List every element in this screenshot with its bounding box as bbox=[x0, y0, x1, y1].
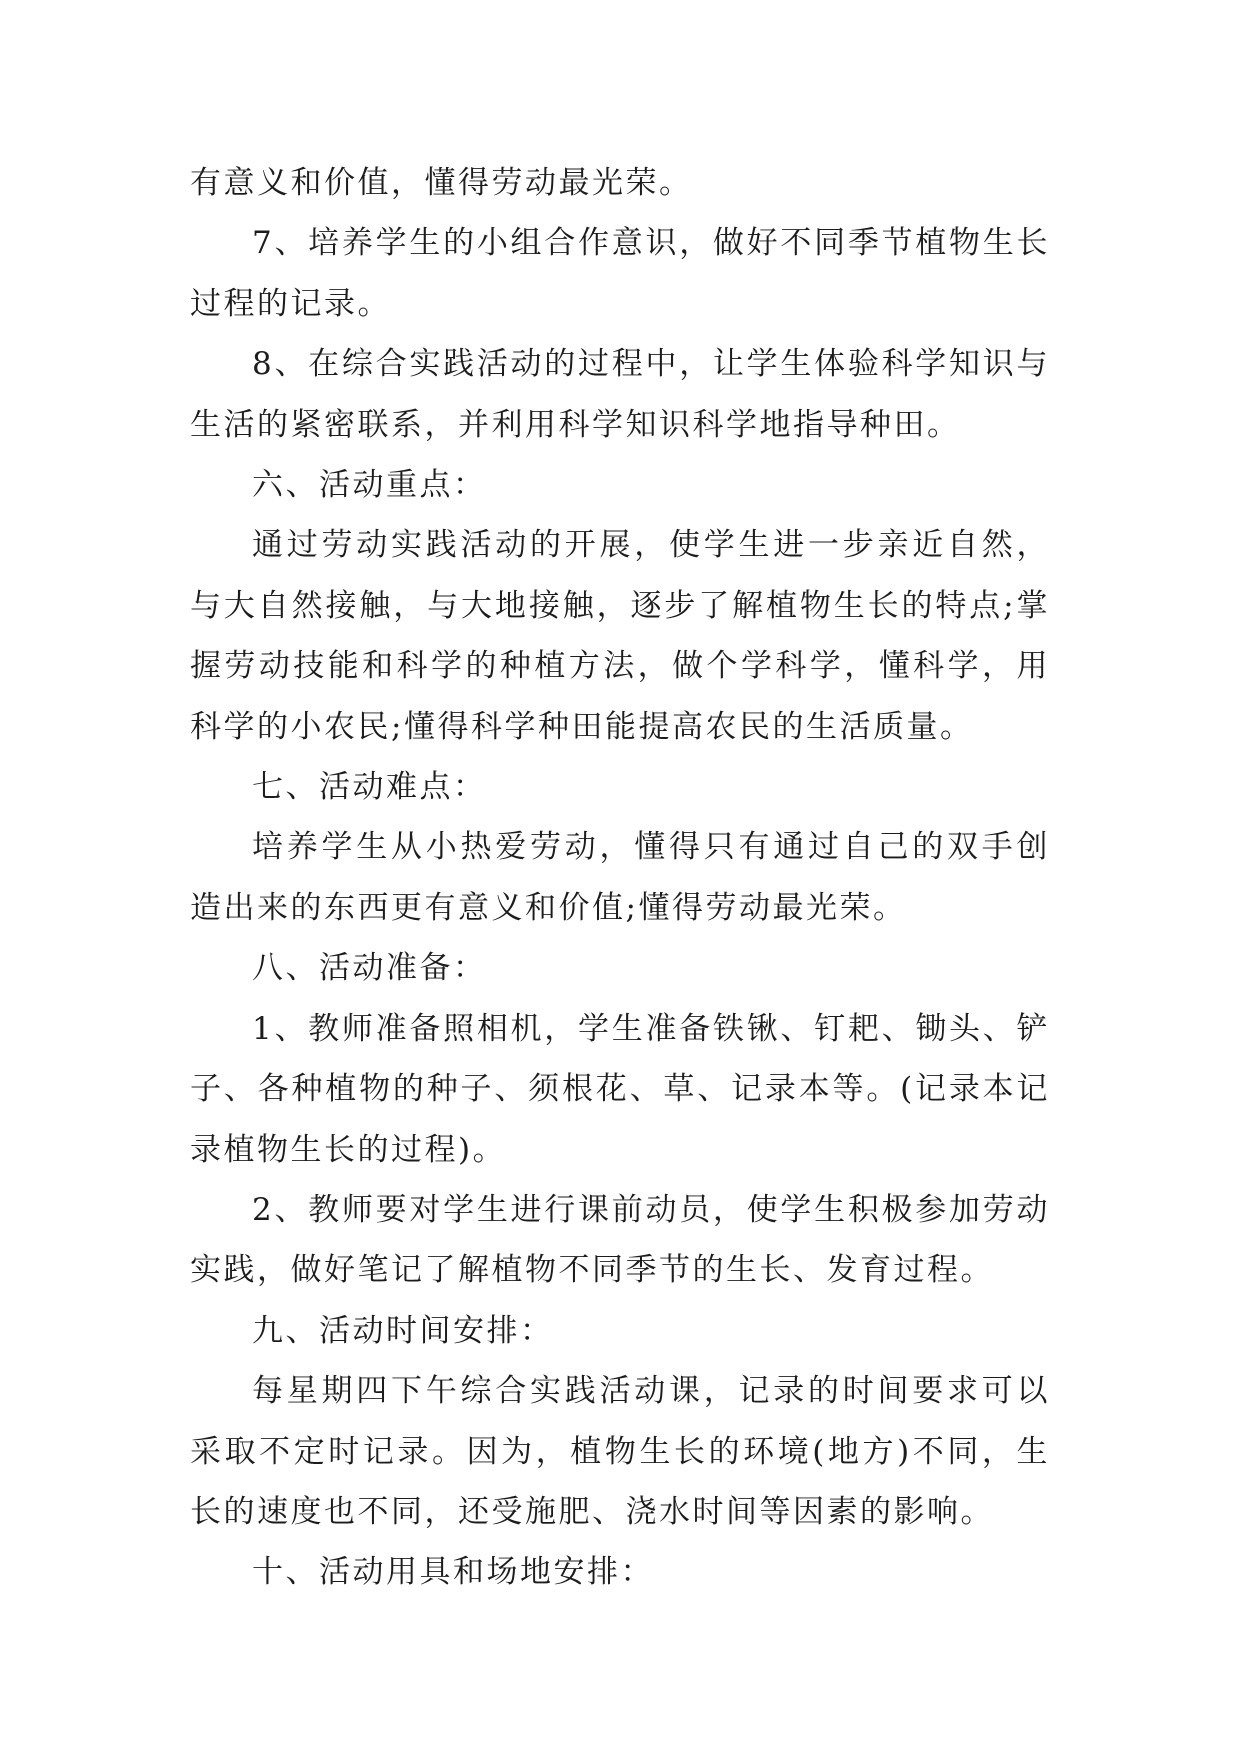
paragraph-preparation-2: 2、教师要对学生进行课前动员，使学生积极参加劳动实践，做好笔记了解植物不同季节的生长、发育过程。 bbox=[190, 1191, 1050, 1289]
paragraph-difficulties: 培养学生从小热爱劳动，懂得只有通过自己的双手创造出来的东西更有意义和价值;懂得劳动最光荣。 bbox=[190, 829, 1050, 926]
paragraph-item-8: 8、在综合实践活动的过程中，让学生体验科学知识与生活的紧密联系，并利用科学知识科学地指导种田。 bbox=[190, 346, 1050, 443]
paragraph-preparation-1: 1、教师准备照相机，学生准备铁锹、钉耙、锄头、铲子、各种植物的种子、须根花、草、记录本等。(记录本记录植物生长的过程)。 bbox=[190, 1010, 1050, 1168]
paragraph-continuation: 有意义和价值，懂得劳动最光荣。 bbox=[190, 165, 693, 201]
paragraph-item-7: 7、培养学生的小组合作意识，做好不同季节植物生长过程的记录。 bbox=[190, 225, 1050, 322]
section-heading-preparation: 八、活动准备： bbox=[252, 950, 487, 987]
paragraph-key-points: 通过劳动实践活动的开展，使学生进一步亲近自然，与大自然接触，与大地接触，逐步了解植物生长的特点;掌握劳动技能和科学的种植方法，做个学科学，懂科学，用科学的小农民;懂得科学种田能提高农民的生活质量。 bbox=[190, 527, 1050, 745]
section-heading-schedule: 九、活动时间安排： bbox=[252, 1312, 554, 1349]
section-heading-key-points: 六、活动重点： bbox=[252, 467, 487, 504]
section-heading-difficulties: 七、活动难点： bbox=[252, 769, 487, 806]
document-body bbox=[190, 153, 1050, 1603]
paragraph-schedule: 每星期四下午综合实践活动课，记录的时间要求可以采取不定时记录。因为，植物生长的环境(地方)不同，生长的速度也不同，还受施肥、浇水时间等因素的影响。 bbox=[190, 1373, 1050, 1530]
section-heading-tools-venue: 十、活动用具和场地安排： bbox=[252, 1554, 654, 1591]
